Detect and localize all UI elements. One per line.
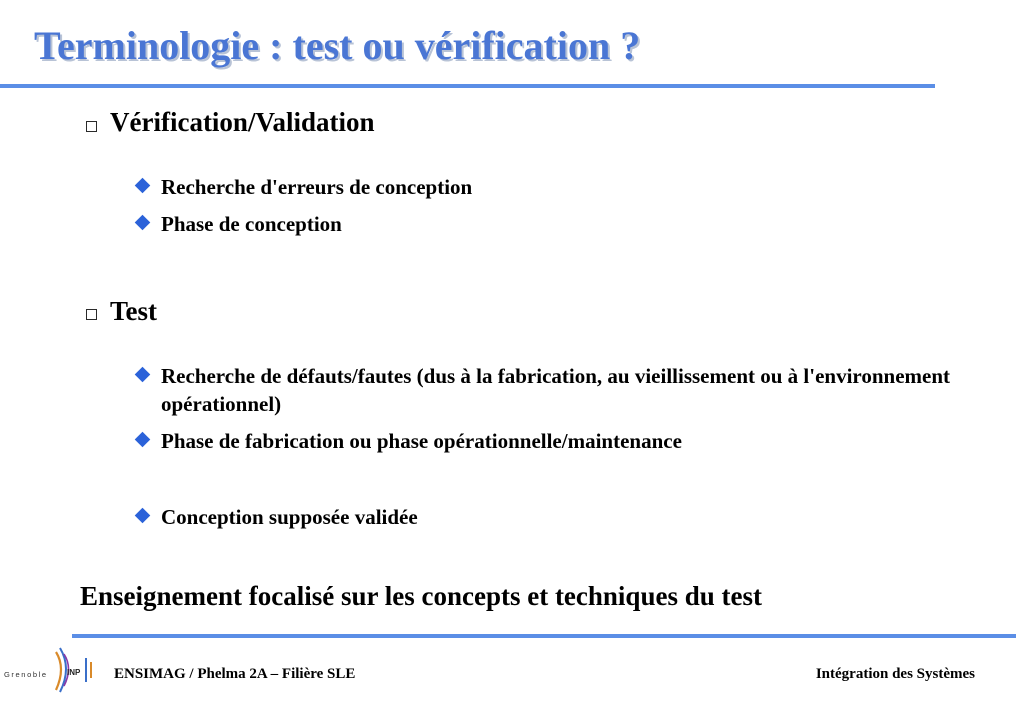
diamond-bullet-icon: [135, 178, 151, 194]
title-divider: [0, 84, 935, 88]
square-bullet-icon: [86, 309, 97, 320]
list-item: Recherche d'erreurs de conception: [161, 175, 473, 199]
svg-text:Grenoble: Grenoble: [4, 670, 48, 679]
list-item: Phase de conception: [161, 212, 342, 236]
diamond-bullet-icon: [135, 432, 151, 448]
list-item: Recherche de défauts/fautes (dus à la fabrication, au vieillissement ou à l'environnement opérationnel): [161, 364, 951, 416]
svg-text:INP: INP: [67, 668, 81, 677]
list-item: Phase de fabrication ou phase opérationnelle/maintenance: [161, 429, 682, 453]
list-item: Conception supposée validée: [161, 505, 418, 529]
diamond-bullet-icon: [135, 215, 151, 231]
footer-left: ENSIMAG / Phelma 2A – Filière SLE: [114, 666, 356, 682]
section-heading-test: Test: [110, 296, 158, 326]
footer-divider: [72, 634, 1016, 638]
section-heading-verification: Vérification/Validation: [110, 107, 375, 137]
grenoble-inp-logo: [4, 644, 104, 694]
diamond-bullet-icon: [135, 367, 151, 383]
slide-title: Terminologie : test ou vérification ?: [34, 23, 641, 68]
square-bullet-icon: [86, 121, 97, 132]
footer-right: Intégration des Systèmes: [815, 666, 975, 682]
diamond-bullet-icon: [135, 508, 151, 524]
conclusion-text: Enseignement focalisé sur les concepts et techniques du test: [80, 581, 762, 611]
